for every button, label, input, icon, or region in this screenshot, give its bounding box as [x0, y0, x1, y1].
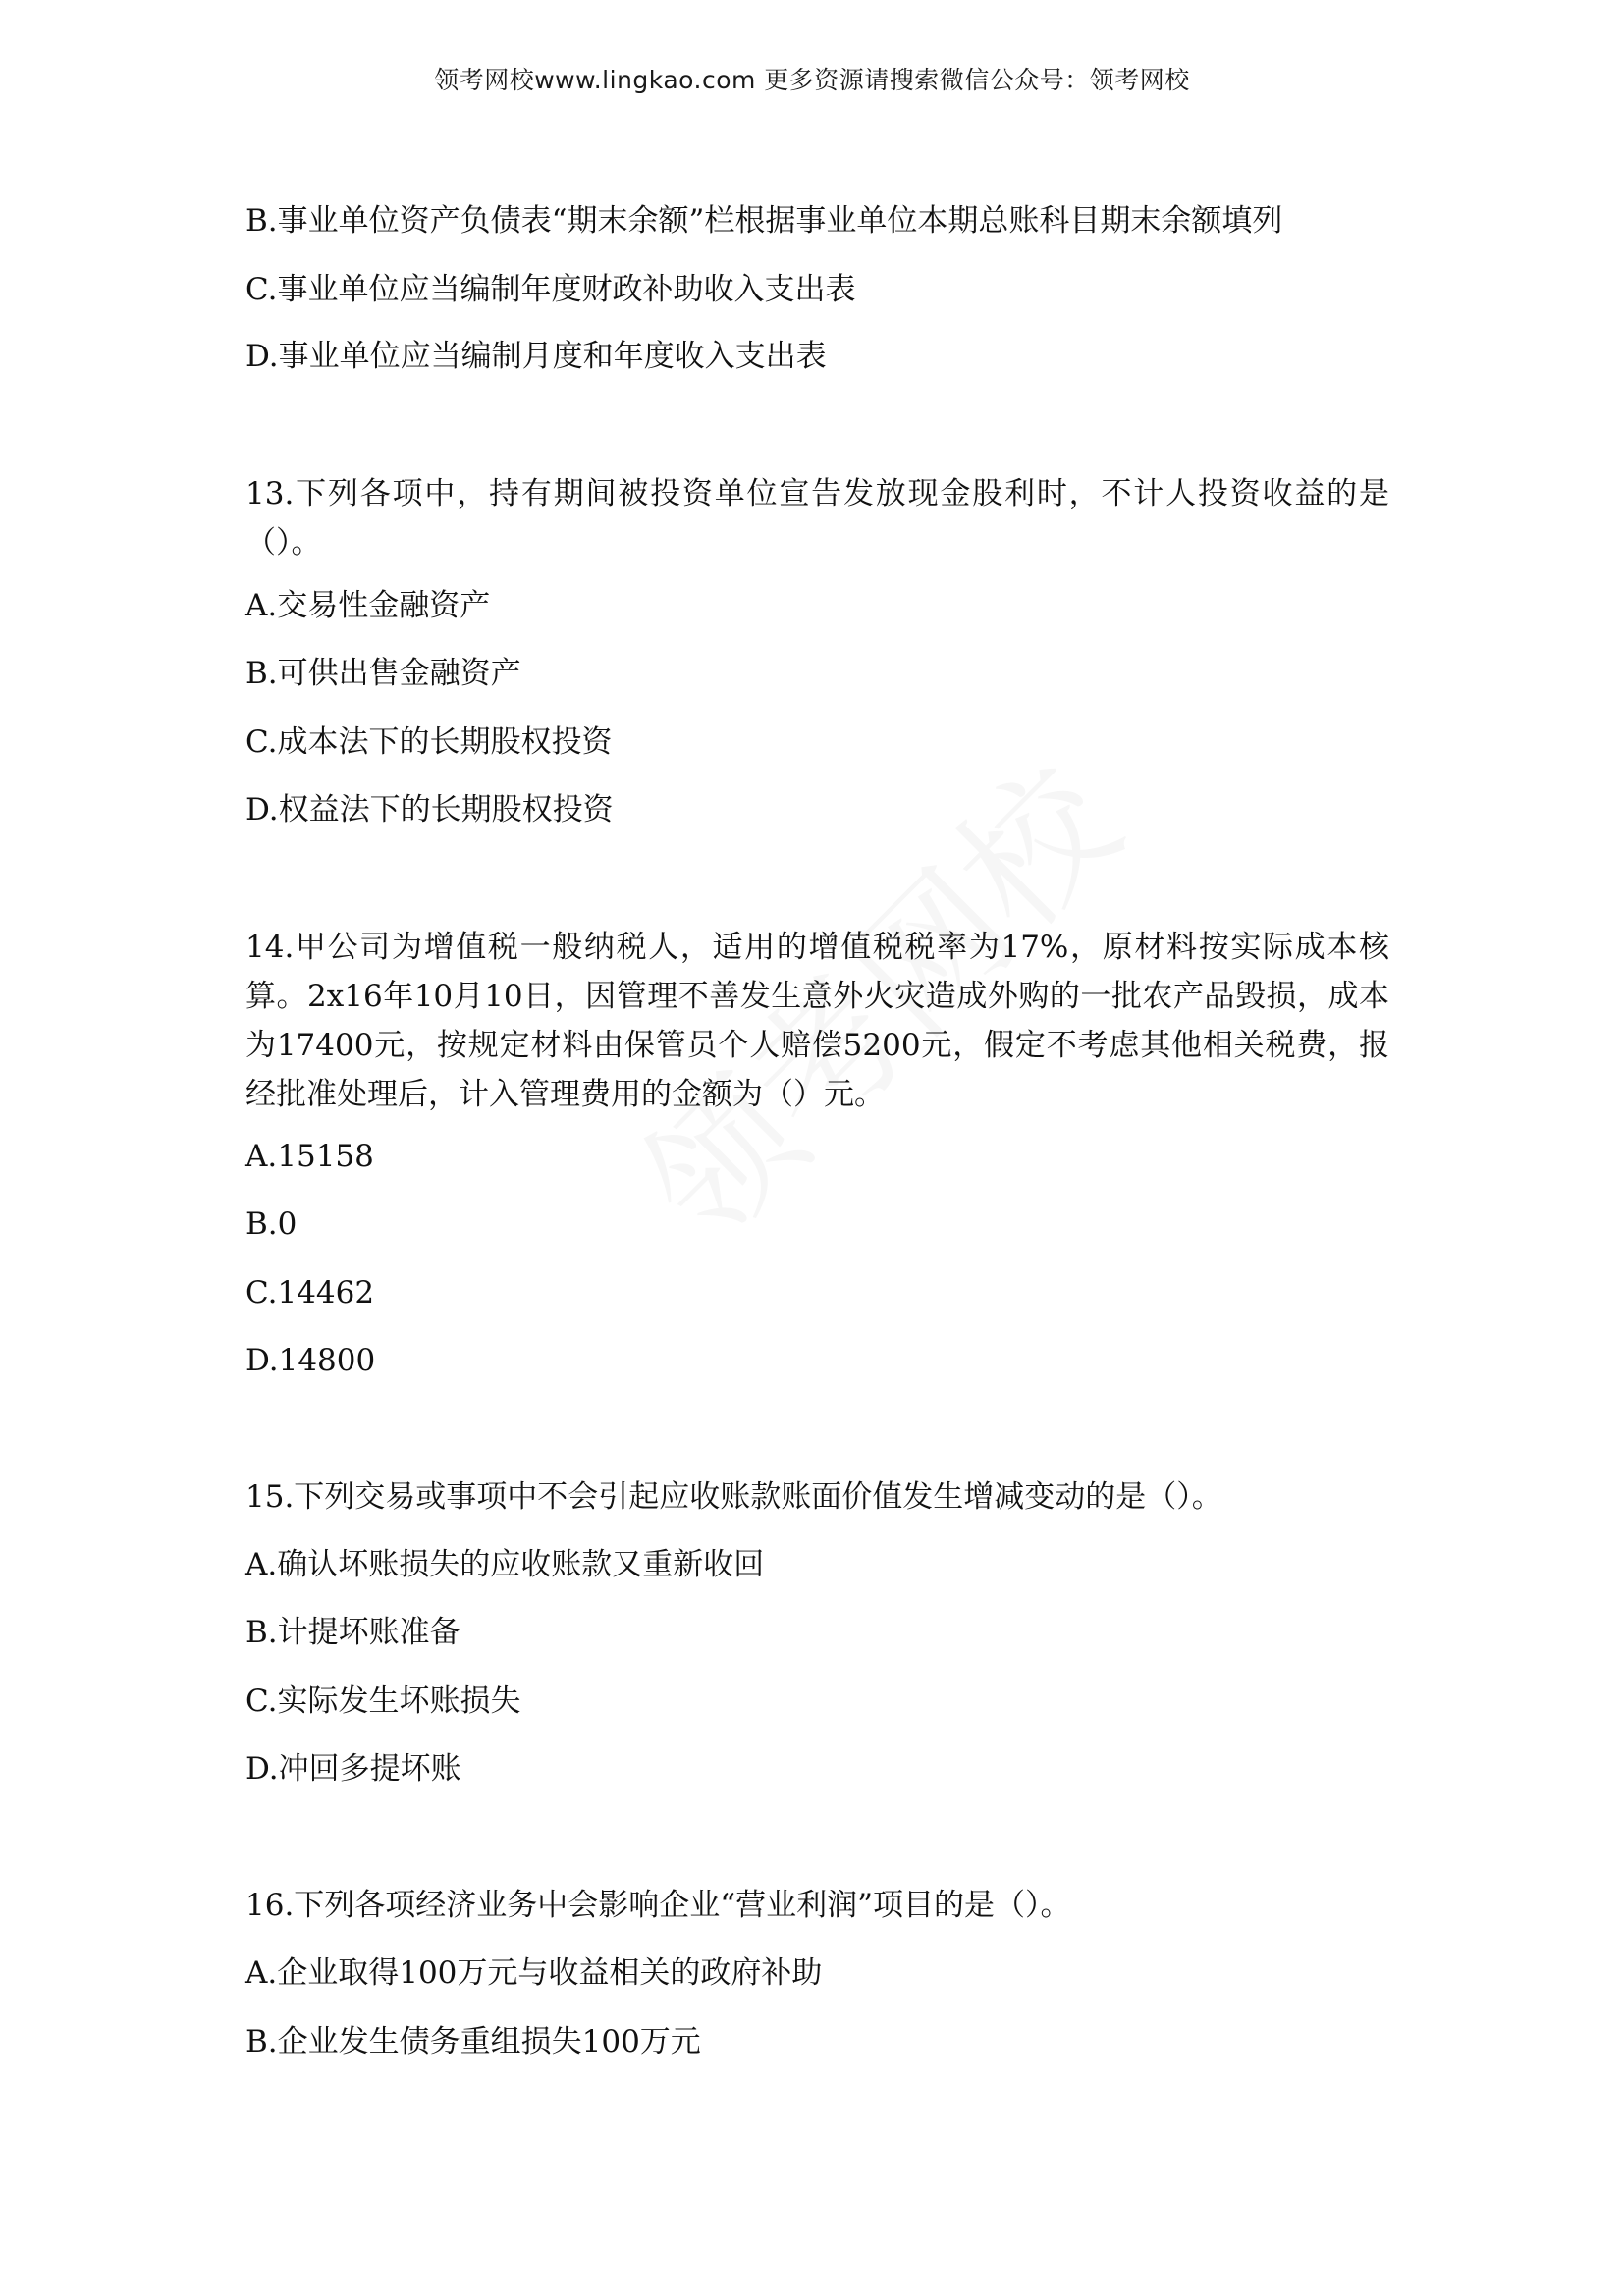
- q13-option-c: C.成本法下的长期股权投资: [245, 724, 613, 760]
- page-header: 领考网校www.lingkao.com 更多资源请搜索微信公众号：领考网校: [434, 66, 1190, 94]
- q13-option-a: A.交易性金融资产: [245, 588, 491, 623]
- q14-stem: 14.甲公司为增值税一般纳税人，适用的增值税税率为17%，原材料按实际成本核算。2x16年10月10日，因管理不善发生意外火灾造成外购的一批农产品毁损，成本为17400元，按规定材料由保管员个人赔偿5200元，假定不考虑其他相关税费，报经批准处理后，计入管理费用的金额为（）元。: [245, 930, 1389, 1112]
- q15-option-d: D.冲回多提坏账: [245, 1751, 461, 1787]
- q13-stem: 13.下列各项中，持有期间被投资单位宣告发放现金股利时，不计人投资收益的是（）。: [245, 476, 1389, 561]
- q12-option-c: C.事业单位应当编制年度财政补助收入支出表: [245, 272, 856, 307]
- q14-option-c: C.14462: [245, 1275, 375, 1310]
- q12-option-b: B.事业单位资产负债表“期末余额”栏根据事业单位本期总账科目期末余额填列: [245, 203, 1283, 239]
- q14-option-d: D.14800: [245, 1343, 376, 1378]
- q15-option-a: A.确认坏账损失的应收账款又重新收回: [245, 1547, 765, 1582]
- q13-option-b: B.可供出售金融资产: [245, 656, 521, 691]
- q16-option-a: A.企业取得100万元与收益相关的政府补助: [245, 1955, 823, 1991]
- q16-stem: 16.下列各项经济业务中会影响企业“营业利润”项目的是（）。: [245, 1888, 1071, 1923]
- q15-stem: 15.下列交易或事项中不会引起应收账款账面价值发生增减变动的是（）。: [245, 1479, 1222, 1515]
- q12-option-d: D.事业单位应当编制月度和年度收入支出表: [245, 339, 827, 374]
- q15-option-c: C.实际发生坏账损失: [245, 1683, 521, 1719]
- q13-option-d: D.权益法下的长期股权投资: [245, 792, 614, 828]
- q14-option-a: A.15158: [245, 1139, 374, 1174]
- q14-option-b: B.0: [245, 1206, 298, 1242]
- q16-option-b: B.企业发生债务重组损失100万元: [245, 2024, 701, 2059]
- q15-option-b: B.计提坏账准备: [245, 1615, 460, 1650]
